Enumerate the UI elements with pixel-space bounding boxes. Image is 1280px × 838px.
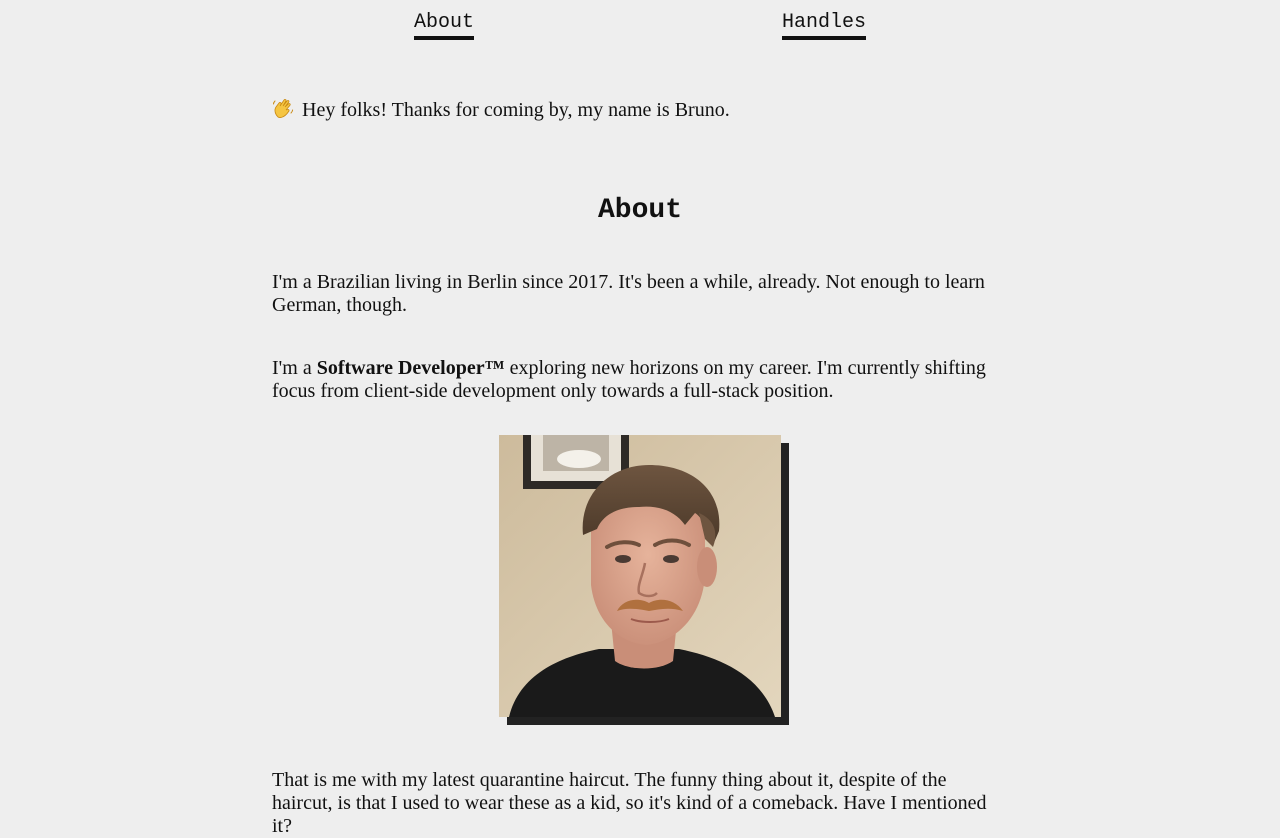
profile-photo	[499, 435, 781, 717]
about-paragraph-2-suffix: exploring new horizons on my career. I'm currently shifting focus from client-side development only towards a full-stack position.	[272, 357, 986, 402]
greeting-text: Hey folks! Thanks for coming by, my name is Bruno.	[302, 99, 730, 121]
job-title: Software Developer™	[316, 357, 505, 379]
top-nav	[0, 0, 1280, 44]
nav-link-handles[interactable]: Handles	[782, 10, 866, 40]
about-paragraph-2	[272, 357, 992, 403]
about-paragraph-2-prefix: I'm a	[272, 357, 317, 379]
about-paragraph-3: That is me with my latest quarantine haircut. The funny thing about it, despite of the haircut, is that I used to wear these as a kid, so it's kind of a comeback. Have I mentioned it?	[272, 769, 987, 837]
profile-photo-frame	[499, 435, 781, 717]
about-paragraph-1: I'm a Brazilian living in Berlin since 2017. It's been a while, already. Not enough to learn German, though.	[272, 271, 985, 316]
nav-link-about[interactable]: About	[414, 10, 474, 40]
about-heading: About	[597, 195, 682, 226]
greeting-line	[272, 96, 1008, 124]
waving-hand-icon	[272, 97, 294, 119]
